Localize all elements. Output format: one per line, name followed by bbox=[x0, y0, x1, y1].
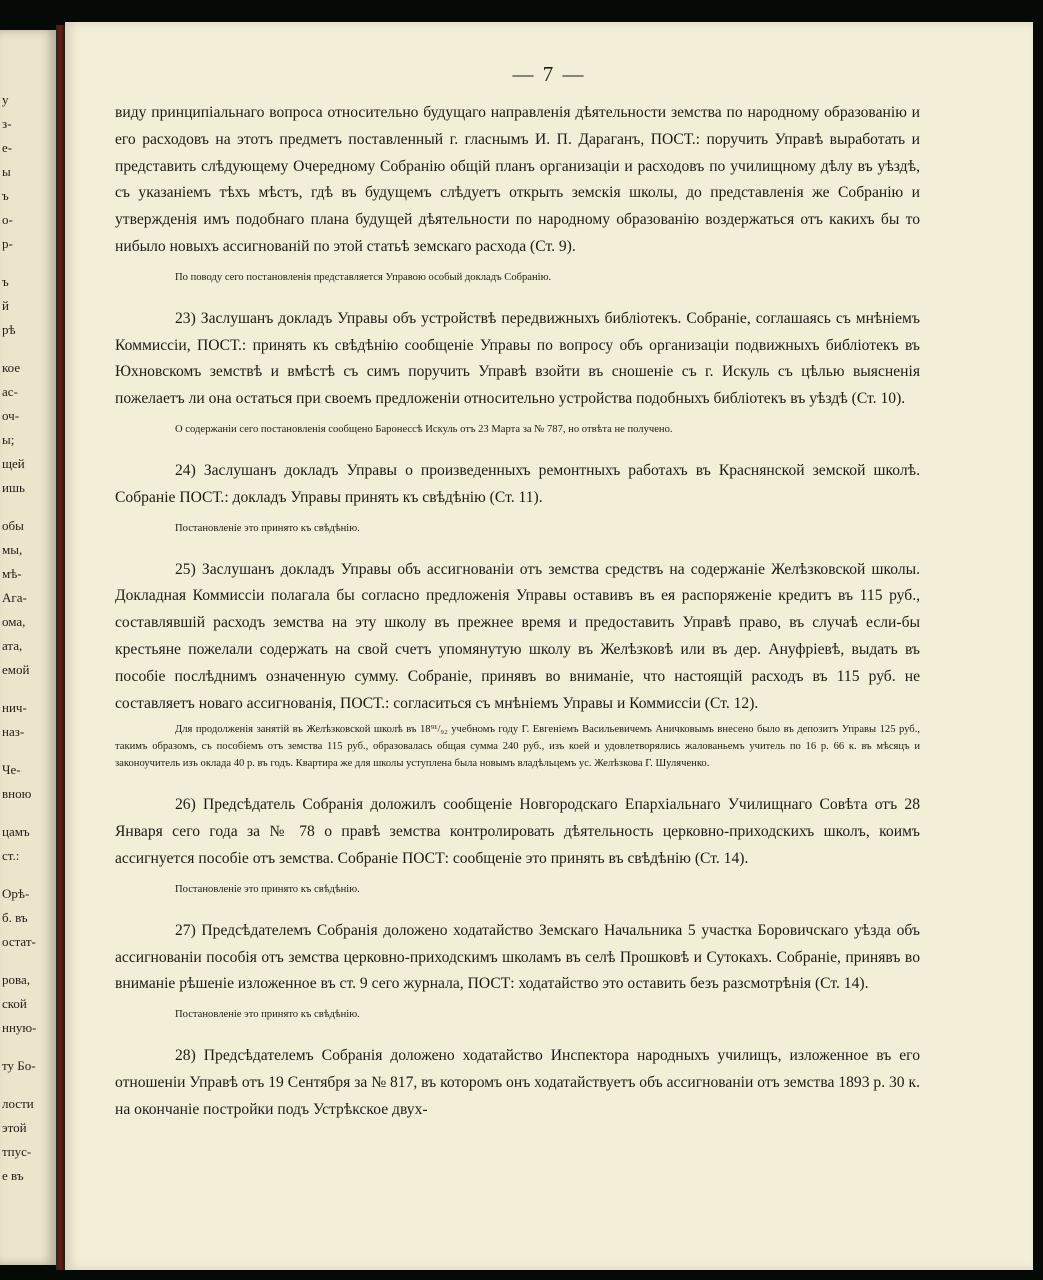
left-page-fragment: нич- bbox=[2, 700, 27, 715]
left-page-fragment: ы bbox=[2, 164, 11, 179]
left-page-fragment: Орѣ- bbox=[2, 886, 30, 901]
left-page-fragment: тпус- bbox=[2, 1144, 32, 1159]
left-page-fragment: цамъ bbox=[2, 824, 30, 839]
paragraph-27: 27) Предсѣдателемъ Собранія доложено ходатайство Земскаго Начальника 5 участка Боровичскаго уѣзда объ ассигнованіи пособія отъ земства церковно-приходскимъ школамъ въ селѣ Прошковѣ и Сутокахъ. Собраніе, принявъ во вниманіе рѣшеніе изложенное въ ст. 9 сего журнала, ПОСТ: ходатайство это оставить безъ разсмотрѣнія (Ст. 14). bbox=[115, 921, 920, 993]
left-page-fragment: рова, bbox=[2, 972, 30, 987]
left-page-fragment: кое bbox=[2, 360, 21, 375]
left-page-fragment: обы bbox=[2, 518, 24, 533]
left-page-fragment: ата, bbox=[2, 638, 23, 653]
left-page-fragment: емой bbox=[2, 662, 30, 677]
footnote: По поводу сего постановленія представляется Управою особый докладъ Собранію. bbox=[175, 271, 552, 283]
left-page-fragment: б. въ bbox=[2, 910, 28, 925]
page-number: — 7 — bbox=[512, 62, 586, 86]
left-page-fragment: ъ bbox=[2, 188, 9, 203]
paragraph-continuation: виду принципіальнаго вопроса относительно будущаго направленія дѣятельности земства по народному образованію и его расходовъ на этотъ предметъ поставленный г. гласнымъ И. П. Дараганъ, ПОСТ.: поручить Управѣ выработать и представить слѣдующему Очередному Собранію общій планъ организаціи и расходовъ по училищному дѣлу въ уѣздѣ, съ указаніемъ тѣхъ мѣстъ, гдѣ въ будущемъ слѣдуетъ открыть земскія школы, до представленія же Собранію и утвержденія имъ подобнаго плана будущей дѣятельности по народному образованію воздержаться отъ какихъ бы то нибыло новыхъ ассигнованій по этой статьѣ земскаго расхода (Ст. 9). bbox=[115, 104, 920, 255]
footnote: Постановленіе это принято къ свѣдѣнію. bbox=[175, 883, 360, 895]
footnote: О содержаніи сего постановленія сообщено Баронессѣ Искуль отъ 23 Марта за № 787, но отвѣта не получено. bbox=[175, 423, 673, 435]
left-page-fragment: з- bbox=[2, 116, 12, 131]
paragraph-26: 26) Предсѣдатель Собранія доложилъ сообщеніе Новгородскаго Епархіальнаго Училищнаго Совѣта отъ 28 Января сего года за № 78 о правѣ земства контролировать дѣятельность церковно-приходскихъ школъ, коимъ ассигнуется пособіе отъ земства. Собраніе ПОСТ: сообщеніе это принять въ свѣдѣнію (Ст. 14). bbox=[115, 796, 920, 867]
left-page-fragment: ъ bbox=[2, 274, 9, 289]
left-page-fragment: остат- bbox=[2, 934, 36, 949]
left-page-fragment: ской bbox=[2, 996, 27, 1011]
footnote: Постановленіе это принято къ свѣдѣнію. bbox=[175, 522, 360, 534]
document-page bbox=[65, 22, 1033, 1270]
left-page-fragment: ту Бо- bbox=[2, 1058, 36, 1073]
left-page-fragment: ст.: bbox=[2, 848, 20, 863]
left-page-fragment: вною bbox=[2, 786, 32, 801]
left-page-fragment: рѣ bbox=[2, 322, 16, 337]
left-page-fragment: мѣ- bbox=[2, 566, 22, 581]
left-page-fragment: е- bbox=[2, 140, 13, 155]
left-page-fragment: щей bbox=[2, 456, 25, 471]
paragraph-23: 23) Заслушанъ докладъ Управы объ устройствѣ передвижныхъ библіотекъ. Собраніе, соглашаясь съ мнѣніемъ Коммиссіи, ПОСТ.: принять къ свѣдѣнію сообщеніе Управы по вопросу объ организаціи подвижныхъ библіотекъ въ Юхновскомъ земствѣ и вмѣстѣ съ симъ поручить Управѣ взойти въ сношеніе съ г. Искуль съ цѣлью выясненія пожелаетъ ли она остаться при своемъ предложеніи относительно устройства подобныхъ библіотекъ въ уѣздѣ (Ст. 10). bbox=[115, 309, 920, 408]
left-page-fragment: ишь bbox=[2, 480, 25, 495]
footnote: Постановленіе это принято къ свѣдѣнію. bbox=[175, 1009, 360, 1021]
page-content bbox=[115, 100, 920, 1124]
left-page-fragment: ома, bbox=[2, 614, 26, 629]
left-page-fragment: й bbox=[2, 298, 9, 313]
left-page-fragment: нную- bbox=[2, 1020, 37, 1035]
left-page-fragment: этой bbox=[2, 1120, 27, 1135]
paragraph-25: 25) Заслушанъ докладъ Управы объ ассигнованіи отъ земства средствъ на содержаніе Желѣзковской школы. Докладная Коммиссіи полагала бы согласно предложенія Управы оставивъ въ ея распоряженіе кредитъ въ 115 руб., составлявшій расходъ земства на эту школу въ прежнее время и предоставить Управѣ право, въ случаѣ если-бы крестьяне пожелали содержать на свой счетъ упомянутую школу въ Желѣзковѣ или въ дер. Ануфріевѣ, выдать въ пособіе послѣднимъ означенную сумму. Собраніе, принявъ во вниманіе, что настоящій расходъ въ 115 руб. не составляетъ новаго ассигнованія, ПОСТ.: согласиться съ мнѣніемъ Управы и Коммиссіи (Ст. 12). bbox=[115, 560, 920, 712]
left-page-fragment: е въ bbox=[2, 1168, 24, 1183]
left-page-fragment: Ага- bbox=[2, 590, 27, 605]
left-page-fragment: ас- bbox=[2, 384, 18, 399]
left-page-fragment: у bbox=[2, 92, 9, 107]
left-page-fragment: ы; bbox=[2, 432, 15, 447]
previous-page-strip bbox=[0, 30, 56, 1265]
left-page-fragment: лости bbox=[2, 1096, 34, 1111]
paragraph-24: 24) Заслушанъ докладъ Управы о произведенныхъ ремонтныхъ работахъ въ Краснянской земской школѣ. Собраніе ПОСТ.: докладъ Управы принять къ свѣдѣнію (Ст. 11). bbox=[115, 461, 920, 506]
footnote: Для продолженія занятій въ Желѣзковской школѣ въ 18⁹¹/₉₂ учебномъ году Г. Евгеніемъ Васильевичемъ Аничковымъ внесено было въ депозитъ Управы 125 руб., такимъ образомъ, съ пособіемъ отъ земства 115 руб., образовалась общая сумма 240 руб., изъ коей и удовлетворялись жалованьемъ учитель по 16 р. 66 к. въ мѣсяцъ и законоучитель изъ оклада 40 р. въ годъ. Квартира же для школы уступлена была новымъ владѣльцемъ ус. Желѣзкова Г. Шуляченко. bbox=[115, 724, 920, 770]
left-page-fragment: оч- bbox=[2, 408, 20, 423]
left-page-fragment: мы, bbox=[2, 542, 23, 557]
left-page-fragment: р- bbox=[2, 236, 13, 251]
book-gutter bbox=[56, 25, 65, 1270]
left-page-fragment: наз- bbox=[2, 724, 25, 739]
left-page-fragment: о- bbox=[2, 212, 13, 227]
paragraph-28: 28) Предсѣдателемъ Собранія доложено ходатайство Инспектора народныхъ училищъ, изложенное въ его отношеніи Управѣ отъ 19 Сентября за № 817, въ которомъ онъ ходатайствуетъ объ ассигнованіи отъ земства 1893 р. 30 к. на окончаніе постройки подъ Устрѣкское двух- bbox=[115, 1047, 920, 1118]
left-page-fragment: Че- bbox=[2, 762, 21, 777]
